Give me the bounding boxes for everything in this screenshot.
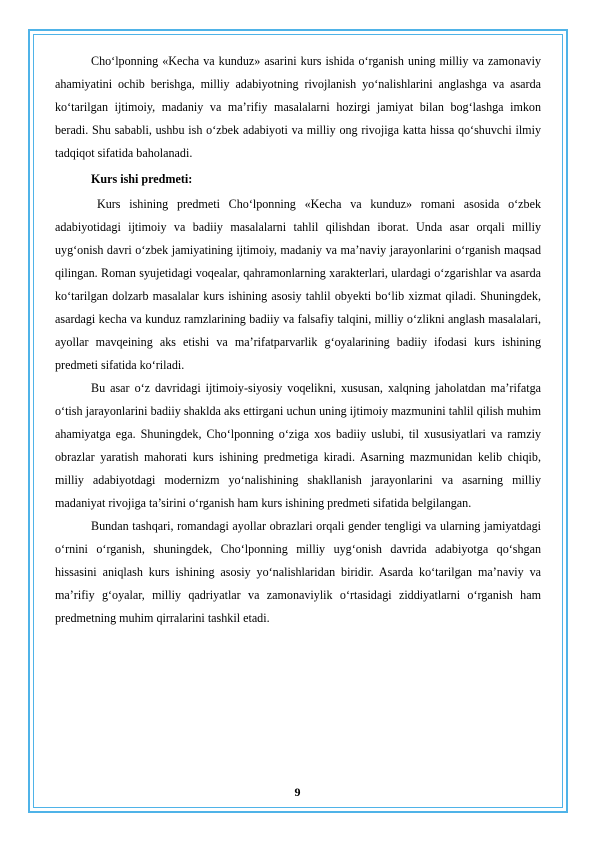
intro-paragraph: Cho‘lponning «Kecha va kunduz» asarini kurs ishida o‘rganish uning milliy va zamonaviy ahamiyatini ochib berishga, milliy adabiyotning rivojlanish yo‘nalishlarini anglashga va asarda ko‘tarilgan ijtimoiy, madaniy va ma’rifiy masalalarni hozirgi jamiyat bilan bog‘lashga imkon beradi. Shu sababli, ushbu ish o‘zbek adabiyoti va milliy ong rivojiga katta hissa qo‘shuvchi ilmiy tadqiqot sifatida baholanadi. bbox=[55, 54, 541, 160]
closing-paragraph: Bundan tashqari, romandagi ayollar obrazlari orqali gender tengligi va ularning jamiyatdagi o‘rnini o‘rganish, shuningdek, Cho‘lponning milliy uyg‘onish davrida adabiyotga qo‘shgan hissasini aniqlash kurs ishining asosiy yo‘nalishlaridan biridir. Asarda ko‘tarilgan ma’naviy va ma’rifiy g‘oyalar, milliy qadriyatlar va zamonaviylik o‘rtasidagi ziddiyatlarni o‘rganish ham predmetning muhim qirralarini tashkil etadi. bbox=[55, 519, 541, 625]
subject-paragraph: Kurs ishining predmeti Cho‘lponning «Kecha va kunduz» romani asosida o‘zbek adabiyotidagi ijtimoiy va badiiy masalalarni tahlil qilishdan iborat. Unda asar orqali milliy uyg‘onish davri o‘zbek jamiyatining ijtimoiy, madaniy va ma’naviy jarayonlarini o‘rganish maqsad qilingan. Roman syujetidagi voqealar, qahramonlarning xarakterlari, ulardagi o‘zgarishlar va asarda ko‘tarilgan dolzarb masalalar kurs ishining asosiy tahlil obyekti bo‘lib xizmat qiladi. Shuningdek, asardagi kecha va kunduz ramzlarining badiiy va falsafiy talqini, milliy o‘zlikni anglash masalalari, ayollar mavqeining aks etishi va ma’rifatparvarlik g‘oyalarining badiiy ifodasi kurs ishining predmeti sifatida ko‘riladi. bbox=[55, 197, 541, 372]
section-heading: Kurs ishi predmeti: bbox=[91, 172, 193, 186]
social-content-paragraph: Bu asar o‘z davridagi ijtimoiy-siyosiy voqelikni, xususan, xalqning jaholatdan ma’rifatga o‘tish jarayonlarini badiiy shaklda aks ettirgani uchun uning ijtimoiy mazmunini tahlil qilish muhim ahamiyatga ega. Shuningdek, Cho‘lponning o‘ziga xos badiiy uslubi, til xususiyatlari va ramziy obrazlar yaratish mahorati kurs ishining predmetiga kiradi. Asarning mazmunidan kelib chiqib, milliy adabiyotdagi modernizm yo‘nalishining shakllanish jarayonlarini va asarning milliy madaniyat rivojiga ta’sirini o‘rganish ham kurs ishining predmeti sifatida belgilangan. bbox=[55, 381, 541, 510]
page-number: 9 bbox=[294, 785, 301, 799]
document-body bbox=[55, 50, 541, 630]
